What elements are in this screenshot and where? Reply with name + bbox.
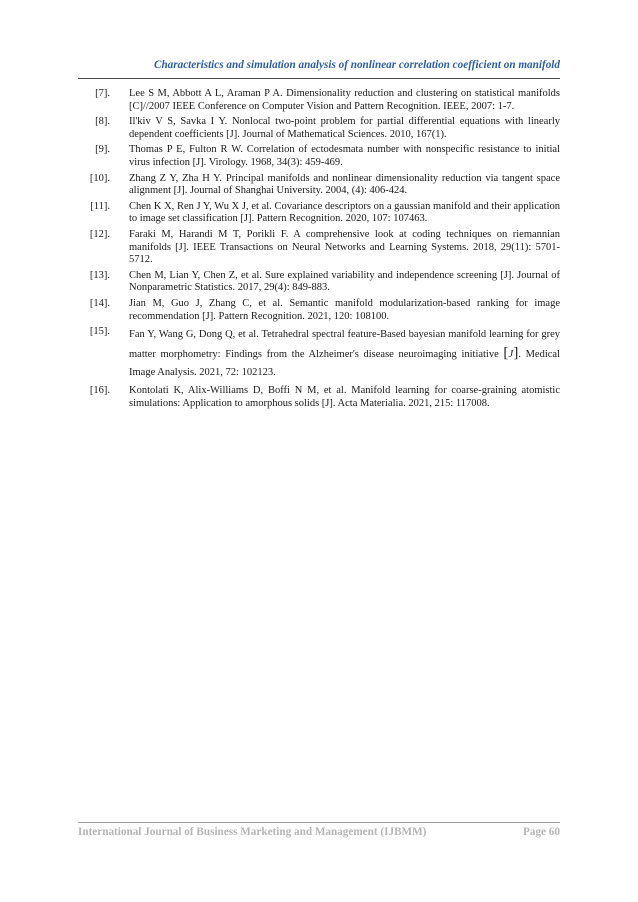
- reference-text: Chen M, Lian Y, Chen Z, et al. Sure explained variability and independence screening [J]. Journal of Nonparametric Statistics. 2017, 29(4): 849-883.: [129, 269, 560, 294]
- reference-text: Thomas P E, Fulton R W. Correlation of ectodesmata number with nonspecific resistance to initial virus infection [J]. Virology. 1968, 34(3): 459-469.: [129, 144, 560, 168]
- reference-item: [80, 385, 560, 410]
- bracket-close: ]: [513, 345, 519, 362]
- footer-divider: [78, 822, 560, 823]
- reference-text: Faraki M, Harandi M T, Porikli F. A comprehensive look at coding techniques on riemannian manifolds [J]. IEEE Transactions on Neural Networks and Learning Systems. 2018, 29(11): 5701-5712.: [129, 228, 560, 266]
- reference-number: [16].: [89, 385, 110, 397]
- reference-text: Kontolati K, Alix-Williams D, Boffi N M, et al. Manifold learning for coarse-graining atomistic simulations: Application to amorphous solids [J]. Acta Materialia. 2021, 215: 117008.: [129, 385, 560, 409]
- reference-text-part: . Medical Image Analysis. 2021, 72: 102123.: [129, 349, 560, 379]
- reference-item: [80, 201, 560, 226]
- running-header: Characteristics and simulation analysis of nonlinear correlation coefficient on manifold: [153, 59, 560, 71]
- reference-number: [7].: [95, 88, 110, 99]
- page-footer: [78, 826, 560, 838]
- reference-number: [11].: [90, 200, 110, 212]
- footer-page-number: Page 60: [523, 826, 560, 838]
- reference-item: [80, 298, 560, 323]
- reference-item: [80, 144, 560, 169]
- reference-item: [80, 326, 560, 382]
- reference-number: [9].: [95, 144, 110, 156]
- reference-item: [80, 270, 560, 295]
- bracket-open: [: [503, 345, 509, 362]
- reference-text: Jian M, Guo J, Zhang C, et al. Semantic manifold modularization-based ranking for image recommendation [J]. Pattern Recognition. 2021, 120: 108100.: [129, 297, 560, 322]
- reference-text-part: Fan Y, Wang G, Dong Q, et al. Tetrahedral spectral feature-Based bayesian manifold learning for grey matter morphometry: Findings from the Alzheimer's disease neuroimaging initiative: [129, 329, 560, 361]
- reference-number: [12].: [89, 228, 110, 240]
- reference-number: [15].: [89, 326, 110, 338]
- reference-text: [129, 326, 560, 382]
- reference-number: [13].: [89, 269, 110, 281]
- reference-item: [80, 173, 560, 198]
- reference-text: Chen K X, Ren J Y, Wu X J, et al. Covariance descriptors on a gaussian manifold and their application to image set classification [J]. Pattern Recognition. 2020, 107: 107463.: [129, 200, 560, 225]
- journal-marker: J: [508, 348, 514, 361]
- reference-text: Il'kiv V S, Savka I Y. Nonlocal two-point problem for partial differential equations with linearly dependent coefficients [J]. Journal of Mathematical Sciences. 2010, 167(1).: [129, 116, 560, 140]
- reference-item: [80, 116, 560, 141]
- reference-text: Lee S M, Abbott A L, Araman P A. Dimensionality reduction and clustering on statistical manifolds [C]//2007 IEEE Conference on Computer Vision and Pattern Recognition. IEEE, 2007: 1-7.: [129, 88, 560, 112]
- reference-text: Zhang Z Y, Zha H Y. Principal manifolds and nonlinear dimensionality reduction via tangent space alignment [J]. Journal of Shanghai University. 2004, (4): 406-424.: [129, 172, 560, 197]
- reference-number: [8].: [95, 116, 110, 128]
- reference-number: [14].: [89, 297, 110, 309]
- reference-item: [80, 88, 560, 113]
- reference-number: [10].: [89, 172, 110, 184]
- reference-item: [80, 229, 560, 267]
- header-divider: [78, 78, 560, 79]
- reference-list: [80, 88, 560, 413]
- footer-journal: International Journal of Business Marketing and Management (IJBMM): [78, 826, 427, 838]
